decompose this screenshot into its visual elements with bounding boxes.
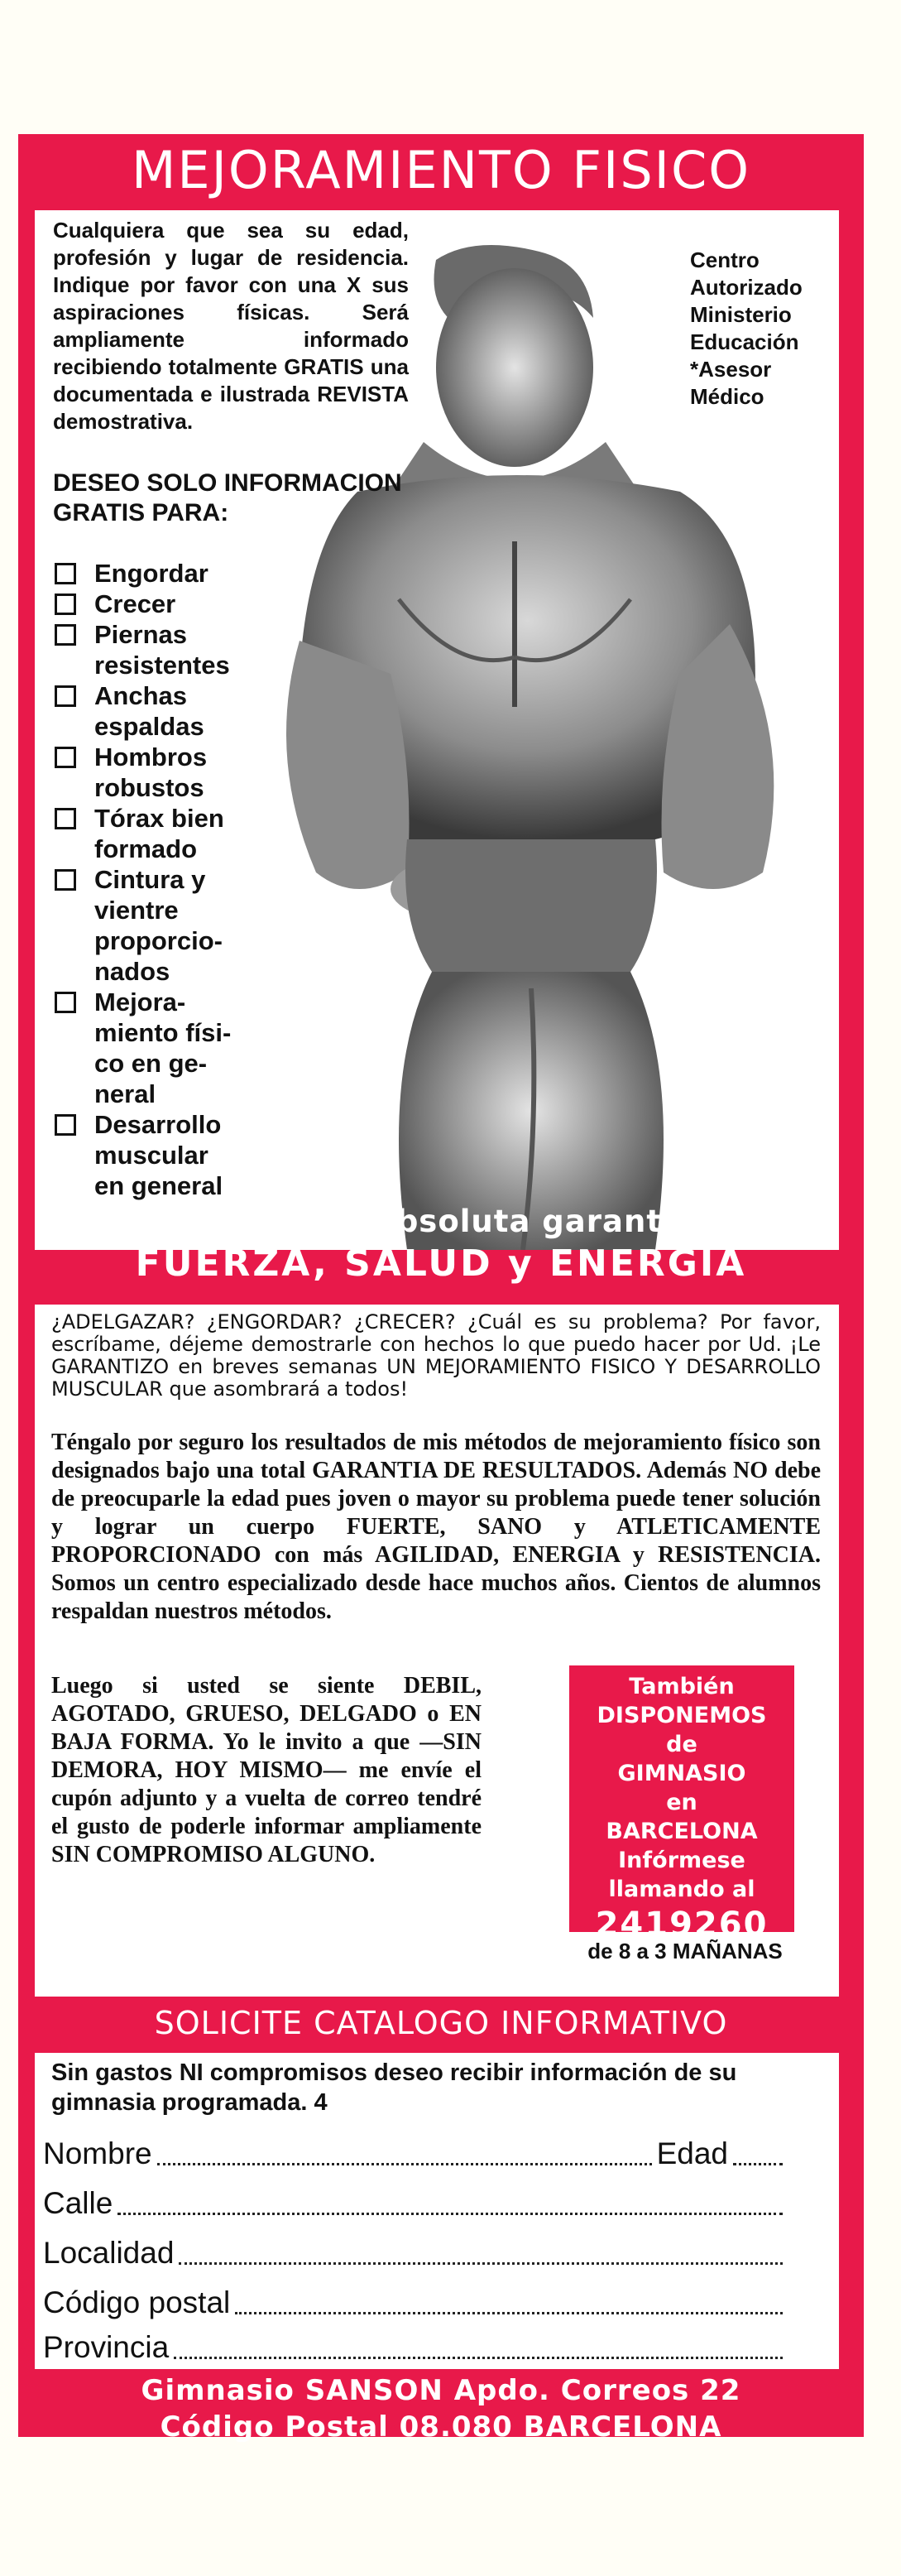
checklist-item[interactable]: Tórax bien formado [55,803,253,864]
checkbox[interactable] [55,869,76,891]
checkbox[interactable] [55,563,76,584]
provincia-label: Provincia [43,2330,170,2364]
info-request-heading: DESEO SOLO INFORMACION GRATIS PARA: [53,469,402,526]
provincia-row [43,2323,788,2366]
coupon-form [35,2053,839,2369]
top-panel [35,210,839,1250]
checkbox[interactable] [55,685,76,707]
edad-field[interactable] [733,2162,783,2165]
guarantee-banner [18,1202,864,1286]
checkbox[interactable] [55,992,76,1013]
intro-text: Cualquiera que sea su edad, profesión y lugar de residencia. Indique por favor con una X sus aspiraciones físicas. Será ampliamente informado recibiendo totalmente GRATIS una documentada e ilustrada REVISTA demostrativa. [53,218,409,434]
edad-label: Edad [656,2136,728,2170]
gym-line: También [629,1674,735,1699]
calle-label: Calle [43,2186,113,2220]
nombre-label: Nombre [43,2136,152,2170]
calle-field[interactable] [117,2212,783,2215]
guarantee-slogan: FUERZA, SALUD y ENERGIA [135,1242,747,1285]
checkbox[interactable] [55,747,76,768]
coupon-intro: Sin gastos NI compromisos deseo recibir información de su gimnasia programada. 4 [51,2059,737,2116]
codigo-postal-row [43,2278,788,2321]
nombre-row [43,2129,788,2172]
checkbox[interactable] [55,624,76,646]
opening-hours: de 8 a 3 MAÑANAS [587,1939,783,1963]
ad-headline: MEJORAMIENTO FISICO [131,140,751,200]
invitation-paragraph: Luego si usted se siente DEBIL, AGOTADO, GRUESO, DELGADO o EN BAJA FORMA. Yo le invito a que —SIN DEMORA, HOY MISMO— me envíe el cupón adjunto y a vuelta de correo tendré el gusto de poderle informar ampliamente SIN COMPROMISO ALGUNO. [51,1673,482,1867]
nombre-field[interactable] [157,2162,652,2165]
checkbox[interactable] [55,594,76,615]
middle-panel [35,1305,839,1997]
advertisement [18,134,864,2444]
checklist-item[interactable]: Hombros robustos [55,742,253,803]
localidad-label: Localidad [43,2236,175,2270]
checklist-item[interactable]: Cintura y vientre proporcio- nados [55,864,253,987]
phone-number[interactable]: 2419260 [595,1906,769,1944]
gym-line: llamando al [608,1877,755,1902]
aspirations-checklist [55,558,253,1201]
calle-row [43,2179,788,2222]
gym-line: de [666,1732,697,1757]
checklist-item[interactable]: Desarrollo muscular en general [55,1109,253,1201]
localidad-row [43,2228,788,2271]
gym-line: en [666,1790,697,1815]
checklist-item[interactable]: Mejora- miento físi- co en ge- neral [55,987,253,1109]
guarantee-paragraph: Téngalo por seguro los resultados de mis métodos de mejoramiento físico son designados bajo una total GARANTIA DE RESULTADOS. Además NO debe de preocuparle la edad pues joven o mayor su problema puede tener solución y lograr un cuerpo FUERTE, SANO y ATLETICAMENTE PROPORCIONADO con más AGILIDAD, ENERGIA y RESISTENCIA. Somos un centro especializado desde hace muchos años. Cientos de alumnos respaldan nuestros métodos. [51,1430,821,1624]
gym-line: BARCELONA [606,1819,758,1844]
guarantee-line: conseguirá con absoluta garantía, más [89,1204,793,1239]
localidad-field[interactable] [179,2261,783,2265]
provincia-field[interactable] [174,2356,783,2359]
authorization-note: Centro Autorizado Ministerio Educación *Asesor Médico [690,248,803,409]
checkbox[interactable] [55,1114,76,1136]
gym-line: DISPONEMOS [597,1703,767,1728]
codigo-postal-label: Código postal [43,2285,231,2319]
checklist-item[interactable]: Engordar [55,558,253,589]
checklist-item[interactable]: Piernas resistentes [55,619,253,680]
checklist-item[interactable]: Anchas espaldas [55,680,253,742]
gym-info-box [569,1665,794,1944]
footer-line: Código Postal 08.080 BARCELONA [160,2410,722,2444]
gym-line: GIMNASIO [617,1761,746,1786]
address-footer [18,2372,864,2445]
checklist-item[interactable]: Crecer [55,589,253,619]
gym-line: Infórmese [618,1848,745,1873]
questions-paragraph: ¿ADELGAZAR? ¿ENGORDAR? ¿CRECER? ¿Cuál es su problema? Por favor, escríbame, déjeme demostrarle con hechos lo que puedo hacer por Ud. ¡Le GARANTIZO en breves semanas UN MEJORAMIENTO FISICO Y DESARROLLO MUSCULAR que asombrará a todos! [51,1310,821,1401]
codigo-postal-field[interactable] [235,2311,783,2314]
footer-line: Gimnasio SANSON Apdo. Correos 22 [141,2374,741,2407]
checkbox[interactable] [55,808,76,829]
catalog-request-heading: SOLICITE CATALOGO INFORMATIVO [154,2005,728,2041]
